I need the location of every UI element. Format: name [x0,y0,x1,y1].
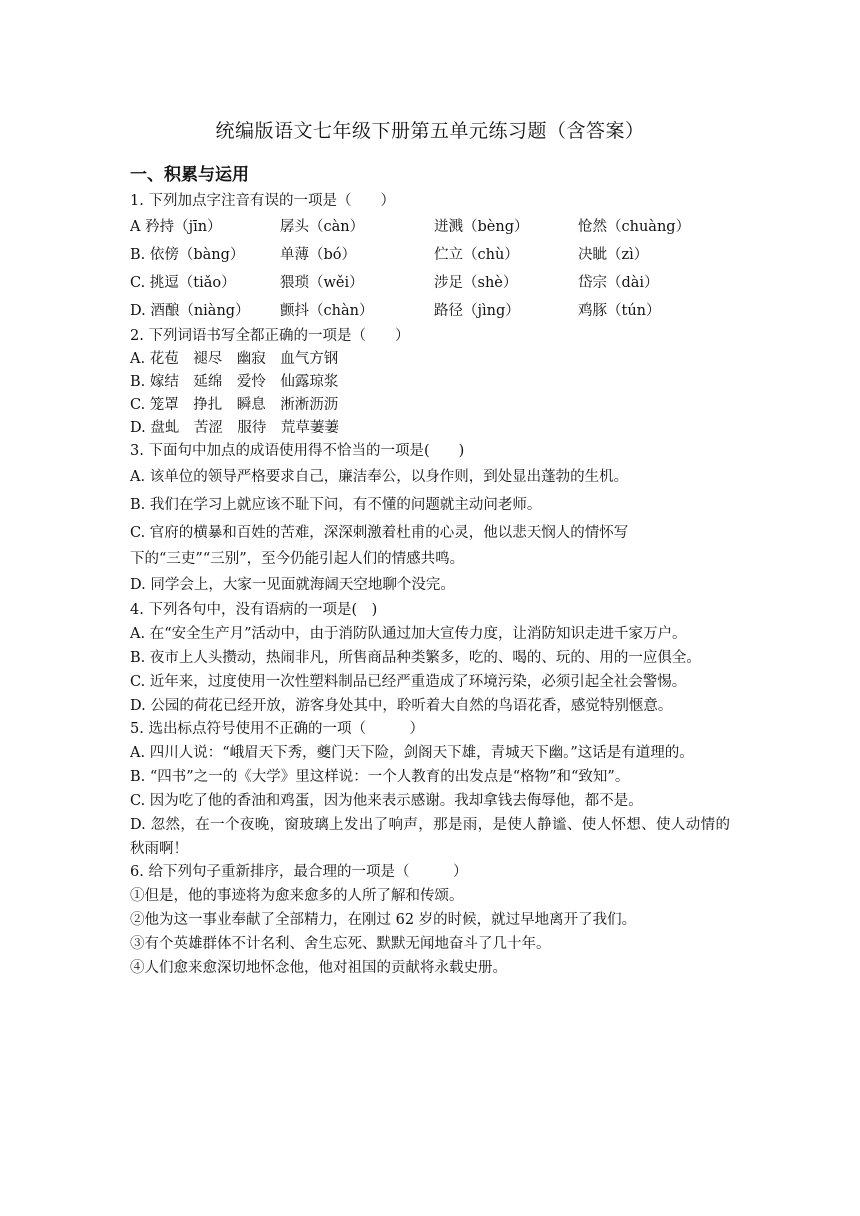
page-title: 统编版语文七年级下册第五单元练习题（含答案） [215,120,645,142]
question-2-option-b: B. 嫁结 延绵 爱怜 仙露琼浆 [130,374,339,390]
option-cell: D. 酒酿（niàng） [130,303,250,319]
question-6-item-4: ④人们愈来愈深切地怀念他，他对祖国的贡献将永载史册。 [130,960,507,976]
option-cell: 决眦（zì） [578,247,649,263]
question-1-row-d [130,297,730,325]
question-4-option-d: D. 公园的荷花已经开放，游客身处其中，聆听着大自然的鸟语花香，感觉特别惬意。 [130,698,673,714]
question-4-option-c: C. 近年来，过度使用一次性塑料制品已经严重造成了环境污染，必须引起全社会警惕。 [130,674,687,690]
question-3-option-d: D. 同学会上，大家一见面就海阔天空地聊个没完。 [130,577,455,593]
question-6-item-3: ③有个英雄群体不计名利、舍生忘死、默默无闻地奋斗了几十年。 [130,936,551,952]
question-2-option-d: D. 盘虬 苦涩 服待 荒草萋萋 [130,420,339,436]
option-cell: 鸡豚（tún） [578,303,661,319]
question-6-stem: 6. 给下列句子重新排序，最合理的一项是（ ） [130,864,468,880]
section-heading: 一、积累与运用 [130,165,249,185]
option-cell: 孱头（càn） [280,219,365,235]
question-4-option-b: B. 夜市上人头攒动，热闹非凡，所售商品种类繁多，吃的、喝的、玩的、用的一应俱全。 [130,650,701,666]
question-5-option-d: D. 忽然，在一个夜晚，窗玻璃上发出了响声，那是雨，是使人静谧、使人怀想、使人动情的秋雨啊！ [130,817,730,857]
question-6-item-1: ①但是，他的事迹将为愈来愈多的人所了解和传颂。 [130,888,464,904]
question-6-item-2: ②他为这一事业奉献了全部精力，在刚过 62 岁的时候，就过早地离开了我们。 [130,912,637,928]
question-1-row-c [130,269,730,297]
option-cell: 单薄（bó） [280,247,357,263]
question-5-option-a: A. 四川人说：“峨眉天下秀，夔门天下险，剑阁天下雄，青城天下幽。”这话是有道理的。 [130,745,694,761]
question-3-option-a: A. 该单位的领导严格要求自己，廉洁奉公，以身作则，到处显出蓬勃的生机。 [130,469,629,485]
question-2-stem: 2. 下列词语书写全都正确的一项是（ ） [130,328,410,344]
question-5-stem: 5. 选出标点符号使用不正确的一项（ ） [130,721,424,737]
question-1-row-b [130,241,730,269]
option-cell: 猥琐（wěi） [280,275,364,291]
option-cell: 路径（jìng） [434,303,520,319]
question-2-option-c: C. 笼罩 挣扎 瞬息 淅淅沥沥 [130,397,339,413]
option-cell: 伫立（chù） [434,247,519,263]
question-5-option-b: B. “四书”之一的《大学》里这样说：一个人教育的出发点是“格物”和“致知”。 [130,769,630,785]
question-4-option-a: A. 在“安全生产月”活动中，由于消防队通过加大宣传力度，让消防知识走进千家万户。 [130,626,687,642]
question-3-stem: 3. 下面句中加点的成语使用得不恰当的一项是( ) [130,443,465,459]
option-cell: 怆然（chuàng） [578,219,691,235]
option-cell: 颤抖（chàn） [280,303,374,319]
option-cell: 岱宗（dài） [578,275,659,291]
option-cell: B. 依傍（bàng） [130,247,245,263]
option-cell: 迸溅（bèng） [434,219,529,235]
question-1-stem: 1. 下列加点字注音有误的一项是（ ） [130,193,395,209]
question-3-option-c-line1: C. 官府的横暴和百姓的苦难，深深刺激着杜甫的心灵，他以悲天悯人的情怀写 [130,525,629,541]
question-2-option-a: A. 花苞 褪尽 幽寂 血气方钢 [130,351,339,367]
option-cell: C. 挑逗（tiǎo） [130,275,236,291]
option-cell: A 矜持（jīn） [130,219,222,235]
document-body [130,190,730,980]
question-3-option-b: B. 我们在学习上就应该不耻下问，有不懂的问题就主动问老师。 [130,497,542,513]
question-4-stem: 4. 下列各句中，没有语病的一项是( ) [130,602,378,618]
option-cell: 涉足（shè） [434,275,518,291]
question-3-option-c-line2: 下的“三吏”“三别”，至今仍能引起人们的情感共鸣。 [130,551,465,567]
question-1-row-a [130,213,730,241]
question-5-option-c: C. 因为吃了他的香油和鸡蛋，因为他来表示感谢。我却拿钱去侮辱他，都不是。 [130,793,643,809]
